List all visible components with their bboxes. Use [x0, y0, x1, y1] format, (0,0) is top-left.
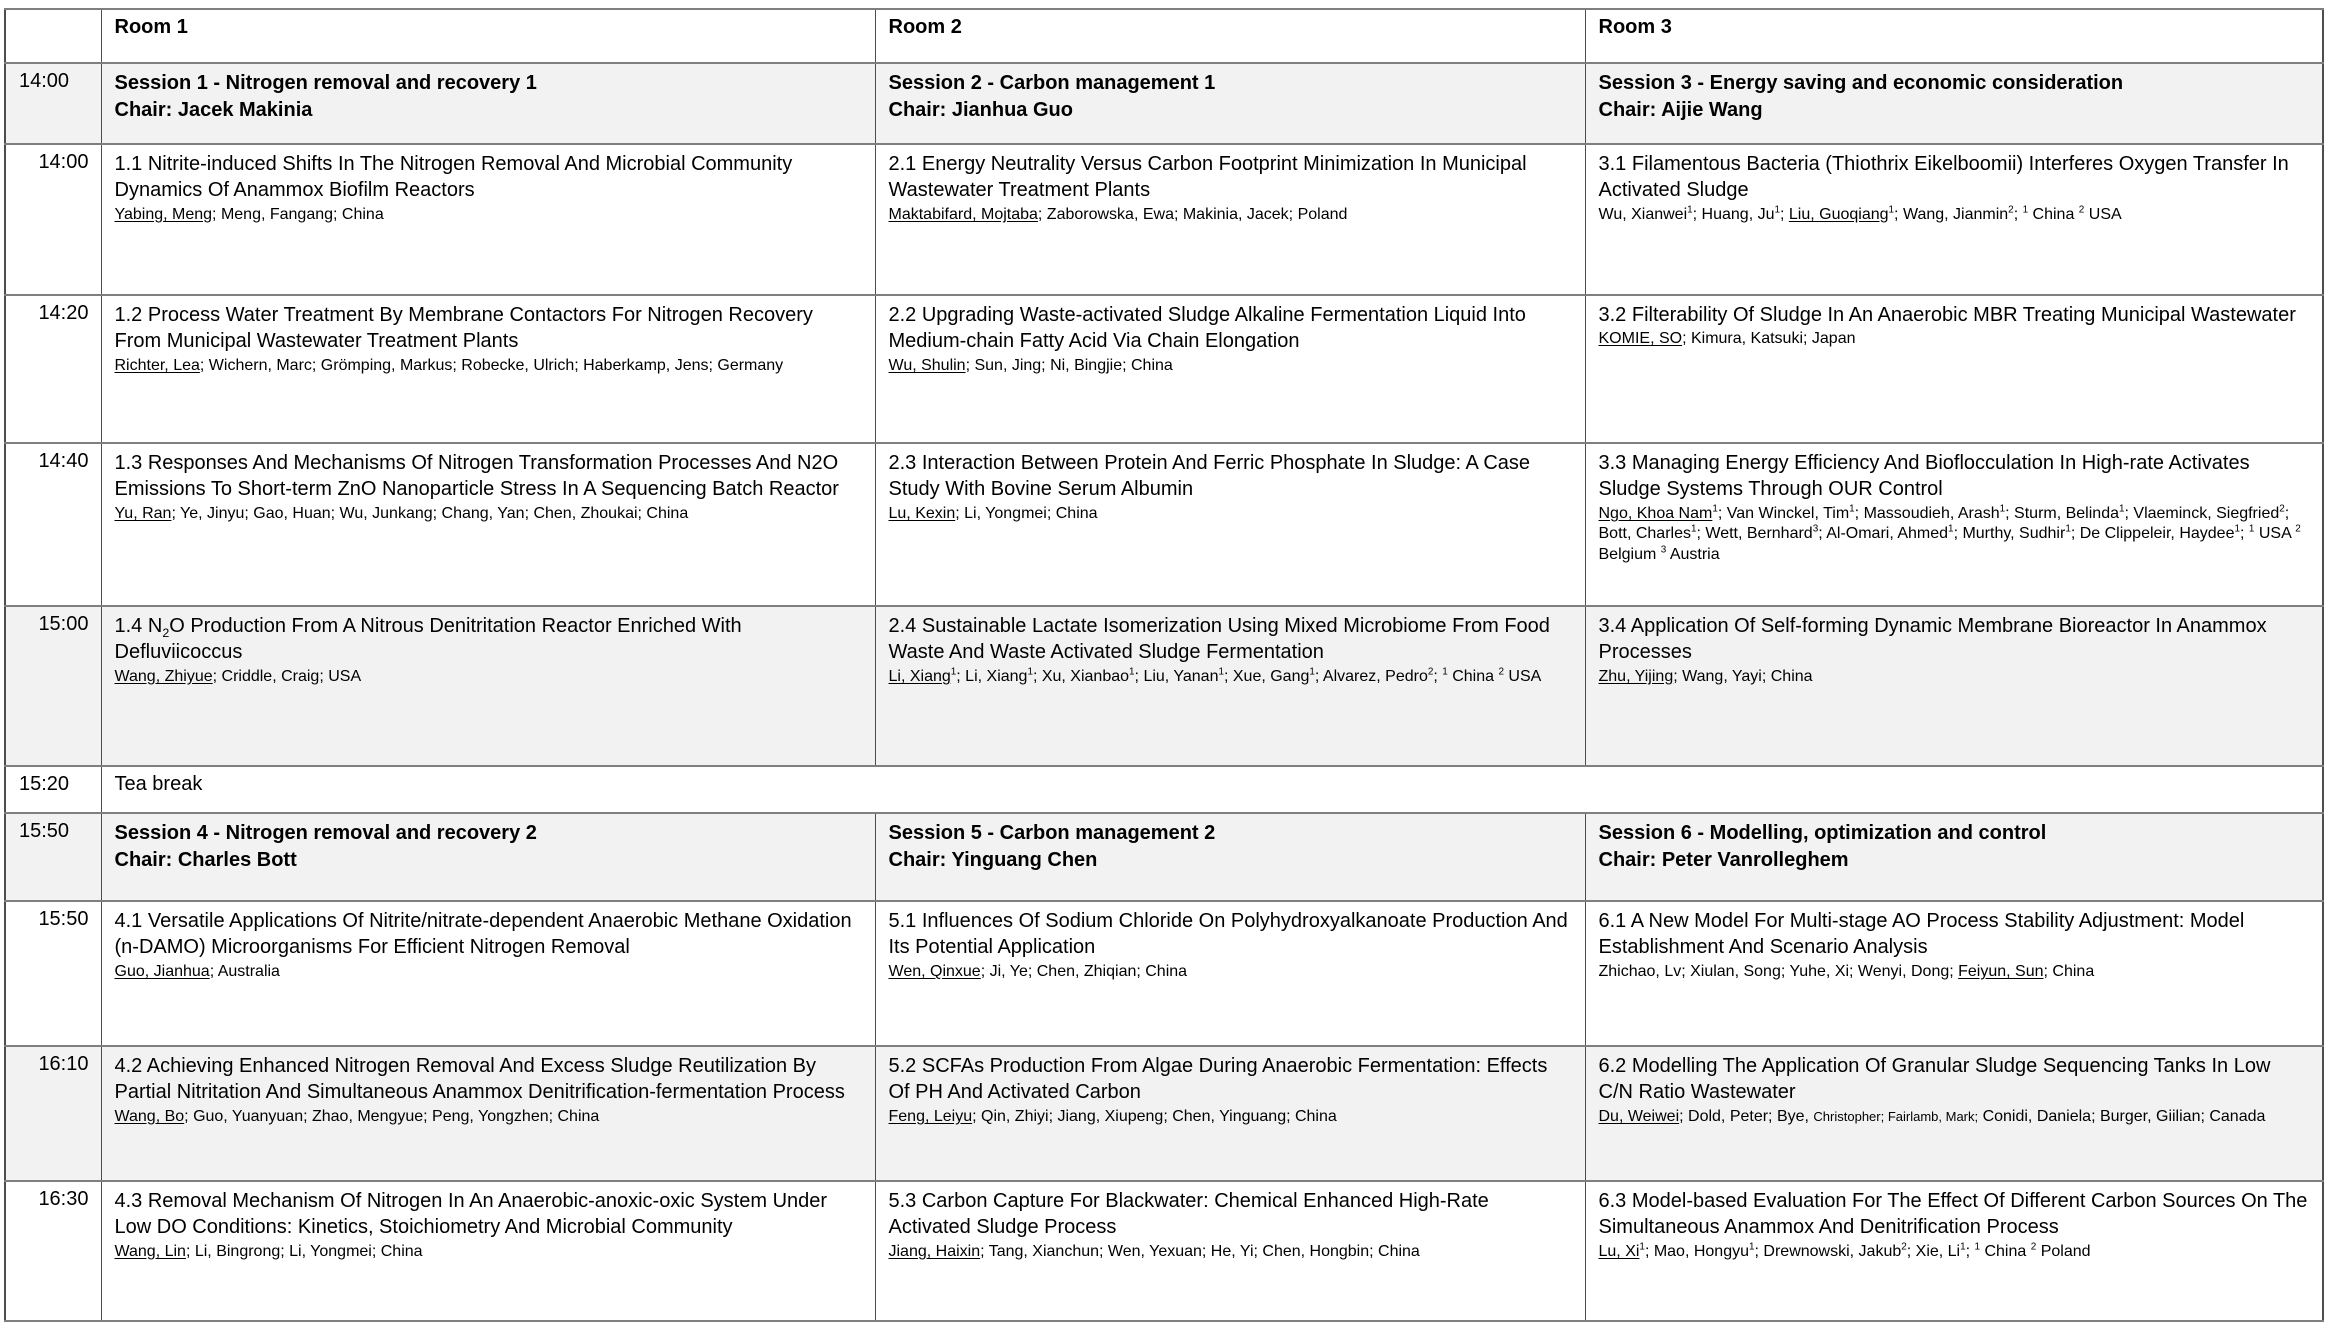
room-2-header: Room 2 [875, 9, 1585, 63]
session-chair: Chair: Yinguang Chen [888, 849, 1098, 871]
talk-authors: Yu, Ran; Ye, Jinyu; Gao, Huan; Wu, Junkang; Chang, Yan; Chen, Zhoukai; China [114, 504, 689, 522]
talk-authors: Li, Xiang$^1$; Li, Xiang$^1$; Xu, Xianbao$^1$; Liu, Yanan$^1$; Xue, Gang$^1$; Alvarez, Pedro$^2$; $^1$ China $^2$ USA [888, 666, 1542, 685]
session-chair: Chair: Aijie Wang [1598, 99, 1763, 121]
session-3-cell [1585, 63, 2323, 144]
session-chair: Chair: Jacek Makinia [114, 99, 313, 121]
talk-authors: Wu, Xianwei$^1$; Huang, Ju$^1$; Liu, Guoqiang$^1$; Wang, Jianmin$^2$; $^1$ China $^2$ USA [1598, 204, 2122, 223]
talks-row-1610 [5, 1046, 2323, 1181]
talk-cell-5-1 [875, 901, 1585, 1046]
time-cell: 15:20 [5, 766, 101, 813]
talk-authors: Guo, Jianhua; Australia [114, 962, 280, 980]
talk-cell-1-3 [101, 443, 875, 606]
program-table [4, 8, 2324, 1322]
time-cell: 15:50 [5, 901, 101, 1046]
talks-row-1630 [5, 1181, 2323, 1321]
talk-title: 2.4 Sustainable Lactate Isomerization Using Mixed Microbiome From Food Waste And Waste Activated Sludge Fermentation [888, 615, 1550, 664]
talks-row-1500 [5, 606, 2323, 766]
talk-authors: Jiang, Haixin; Tang, Xianchun; Wen, Yexuan; He, Yi; Chen, Hongbin; China [888, 1242, 1420, 1260]
time-cell: 14:20 [5, 295, 101, 443]
talk-cell-6-1 [1585, 901, 2323, 1046]
talk-cell-3-3 [1585, 443, 2323, 606]
session-title: Session 4 - Nitrogen removal and recovery 2 [114, 822, 537, 844]
talks-row-1420 [5, 295, 2323, 443]
talk-authors: Wen, Qinxue; Ji, Ye; Chen, Zhiqian; China [888, 962, 1188, 980]
session-row-2 [5, 813, 2323, 901]
time-cell: 14:00 [5, 144, 101, 295]
talk-title: 2.3 Interaction Between Protein And Ferric Phosphate In Sludge: A Case Study With Bovine Serum Albumin [888, 452, 1531, 501]
tea-break-row [5, 766, 2323, 813]
talk-title: 3.1 Filamentous Bacteria (Thiothrix Eikelboomii) Interferes Oxygen Transfer In Activated Sludge [1598, 153, 2289, 202]
talk-cell-5-2 [875, 1046, 1585, 1181]
talk-cell-4-3 [101, 1181, 875, 1321]
session-6-cell [1585, 813, 2323, 901]
talk-title: 5.2 SCFAs Production From Algae During Anaerobic Fermentation: Effects Of PH And Activated Carbon [888, 1055, 1548, 1104]
talk-title: 4.3 Removal Mechanism Of Nitrogen In An Anaerobic-anoxic-oxic System Under Low DO Conditions: Kinetics, Stoichiometry And Microbial Community [114, 1190, 828, 1239]
talk-cell-6-3 [1585, 1181, 2323, 1321]
talk-authors: Yabing, Meng; Meng, Fangang; China [114, 205, 384, 223]
talk-cell-4-2 [101, 1046, 875, 1181]
talks-row-1440 [5, 443, 2323, 606]
talk-cell-2-1 [875, 144, 1585, 295]
talk-title: 6.1 A New Model For Multi-stage AO Process Stability Adjustment: Model Establishment And Scenario Analysis [1598, 910, 2245, 959]
talk-authors: Du, Weiwei; Dold, Peter; Bye, Christopher; Fairlamb, Mark; Conidi, Daniela; Burger, Giilian; Canada [1598, 1107, 2266, 1125]
talk-cell-5-3 [875, 1181, 1585, 1321]
talk-authors: Ngo, Khoa Nam$^1$; Van Winckel, Tim$^1$; Massoudieh, Arash$^1$; Sturm, Belinda$^1$; Vlaeminck, Siegfried$^2$; Bott, Charles$^1$; Wett, Bernhard$^3$; Al-Omari, Ahmed$^1$; Murthy, Sudhir$^1$; De Clippeleir, Haydee$^1$; $^1$ USA $^2$ Belgium $^3$ Austria [1598, 503, 2301, 563]
talk-authors: Maktabifard, Mojtaba; Zaborowska, Ewa; Makinia, Jacek; Poland [888, 205, 1348, 223]
session-chair: Chair: Charles Bott [114, 849, 297, 871]
talk-title: 2.2 Upgrading Waste-activated Sludge Alkaline Fermentation Liquid Into Medium-chain Fatty Acid Via Chain Elongation [888, 304, 1526, 353]
talk-title: 3.2 Filterability Of Sludge In An Anaerobic MBR Treating Municipal Wastewater [1598, 304, 2296, 326]
talk-title: 6.2 Modelling The Application Of Granular Sludge Sequencing Tanks In Low C/N Ratio Wastewater [1598, 1055, 2271, 1104]
talk-cell-2-2 [875, 295, 1585, 443]
talk-cell-1-1 [101, 144, 875, 295]
talk-authors: Lu, Xi$^1$; Mao, Hongyu$^1$; Drewnowski, Jakub$^2$; Xie, Li$^1$; $^1$ China $^2$ Poland [1598, 1241, 2091, 1260]
talk-title: 3.3 Managing Energy Efficiency And Bioflocculation In High-rate Activates Sludge Systems Through OUR Control [1598, 452, 2250, 501]
talk-cell-3-2 [1585, 295, 2323, 443]
time-cell: 14:00 [5, 63, 101, 144]
talk-authors: Zhichao, Lv; Xiulan, Song; Yuhe, Xi; Wenyi, Dong; Feiyun, Sun; China [1598, 962, 2095, 980]
time-cell: 15:50 [5, 813, 101, 901]
talk-title: 1.1 Nitrite-induced Shifts In The Nitrogen Removal And Microbial Community Dynamics Of Anammox Biofilm Reactors [114, 153, 793, 202]
talks-row-1550 [5, 901, 2323, 1046]
talk-cell-1-4 [101, 606, 875, 766]
talk-cell-1-2 [101, 295, 875, 443]
talk-cell-3-4 [1585, 606, 2323, 766]
talk-authors: KOMIE, SO; Kimura, Katsuki; Japan [1598, 330, 1856, 348]
time-cell: 16:10 [5, 1046, 101, 1181]
talk-title: 6.3 Model-based Evaluation For The Effect Of Different Carbon Sources On The Simultaneous Anammox And Denitrification Process [1598, 1190, 2308, 1239]
talk-title: 2.1 Energy Neutrality Versus Carbon Footprint Minimization In Municipal Wastewater Treatment Plants [888, 153, 1527, 202]
talk-cell-2-4 [875, 606, 1585, 766]
room-1-header: Room 1 [101, 9, 875, 63]
session-title: Session 2 - Carbon management 1 [888, 72, 1216, 94]
session-5-cell [875, 813, 1585, 901]
time-cell: 14:40 [5, 443, 101, 606]
talk-title: 3.4 Application Of Self-forming Dynamic Membrane Bioreactor In Anammox Processes [1598, 615, 2267, 664]
talk-authors: Richter, Lea; Wichern, Marc; Grömping, Markus; Robecke, Ulrich; Haberkamp, Jens; Germany [114, 356, 784, 374]
talk-authors: Lu, Kexin; Li, Yongmei; China [888, 504, 1098, 522]
talk-title: 1.4 $N_2O$ Production From A Nitrous Denitritation Reactor Enriched With Defluviicoccus [114, 615, 742, 664]
session-4-cell [101, 813, 875, 901]
talk-authors: Wang, Lin; Li, Bingrong; Li, Yongmei; China [114, 1242, 423, 1260]
room-3-header: Room 3 [1585, 9, 2323, 63]
session-1-cell [101, 63, 875, 144]
talk-title: 4.2 Achieving Enhanced Nitrogen Removal And Excess Sludge Reutilization By Partial Nitritation And Simultaneous Anammox Denitrification-fermentation Process [114, 1055, 845, 1104]
session-chair: Chair: Peter Vanrolleghem [1598, 849, 1849, 871]
talk-title: 1.2 Process Water Treatment By Membrane Contactors For Nitrogen Recovery From Municipal Wastewater Treatment Plants [114, 304, 813, 353]
talk-authors: Wu, Shulin; Sun, Jing; Ni, Bingjie; China [888, 356, 1173, 374]
talk-title: 4.1 Versatile Applications Of Nitrite/nitrate-dependent Anaerobic Methane Oxidation (n-DAMO) Microorganisms For Efficient Nitrogen Removal [114, 910, 852, 959]
time-cell: 16:30 [5, 1181, 101, 1321]
talk-cell-3-1 [1585, 144, 2323, 295]
talk-title: 1.3 Responses And Mechanisms Of Nitrogen Transformation Processes And N2O Emissions To Short-term ZnO Nanoparticle Stress In A Sequencing Batch Reactor [114, 452, 839, 501]
talk-cell-4-1 [101, 901, 875, 1046]
session-title: Session 6 - Modelling, optimization and control [1598, 822, 2047, 844]
talk-title: 5.3 Carbon Capture For Blackwater: Chemical Enhanced High-Rate Activated Sludge Process [888, 1190, 1489, 1239]
talk-cell-2-3 [875, 443, 1585, 606]
corner-cell [5, 9, 101, 63]
session-title: Session 5 - Carbon management 2 [888, 822, 1216, 844]
tea-break-cell: Tea break [101, 766, 2323, 813]
time-cell: 15:00 [5, 606, 101, 766]
session-2-cell [875, 63, 1585, 144]
talk-cell-6-2 [1585, 1046, 2323, 1181]
talk-title: 5.1 Influences Of Sodium Chloride On Polyhydroxyalkanoate Production And Its Potential Application [888, 910, 1568, 959]
session-title: Session 1 - Nitrogen removal and recovery 1 [114, 72, 537, 94]
talk-authors: Wang, Zhiyue; Criddle, Craig; USA [114, 667, 362, 685]
header-row [5, 9, 2323, 63]
talk-authors: Feng, Leiyu; Qin, Zhiyi; Jiang, Xiupeng; Chen, Yinguang; China [888, 1107, 1337, 1125]
talk-authors: Zhu, Yijing; Wang, Yayi; China [1598, 667, 1813, 685]
session-chair: Chair: Jianhua Guo [888, 99, 1073, 121]
talks-row-1400 [5, 144, 2323, 295]
session-title: Session 3 - Energy saving and economic consideration [1598, 72, 2124, 94]
session-row-1 [5, 63, 2323, 144]
talk-authors: Wang, Bo; Guo, Yuanyuan; Zhao, Mengyue; Peng, Yongzhen; China [114, 1107, 600, 1125]
